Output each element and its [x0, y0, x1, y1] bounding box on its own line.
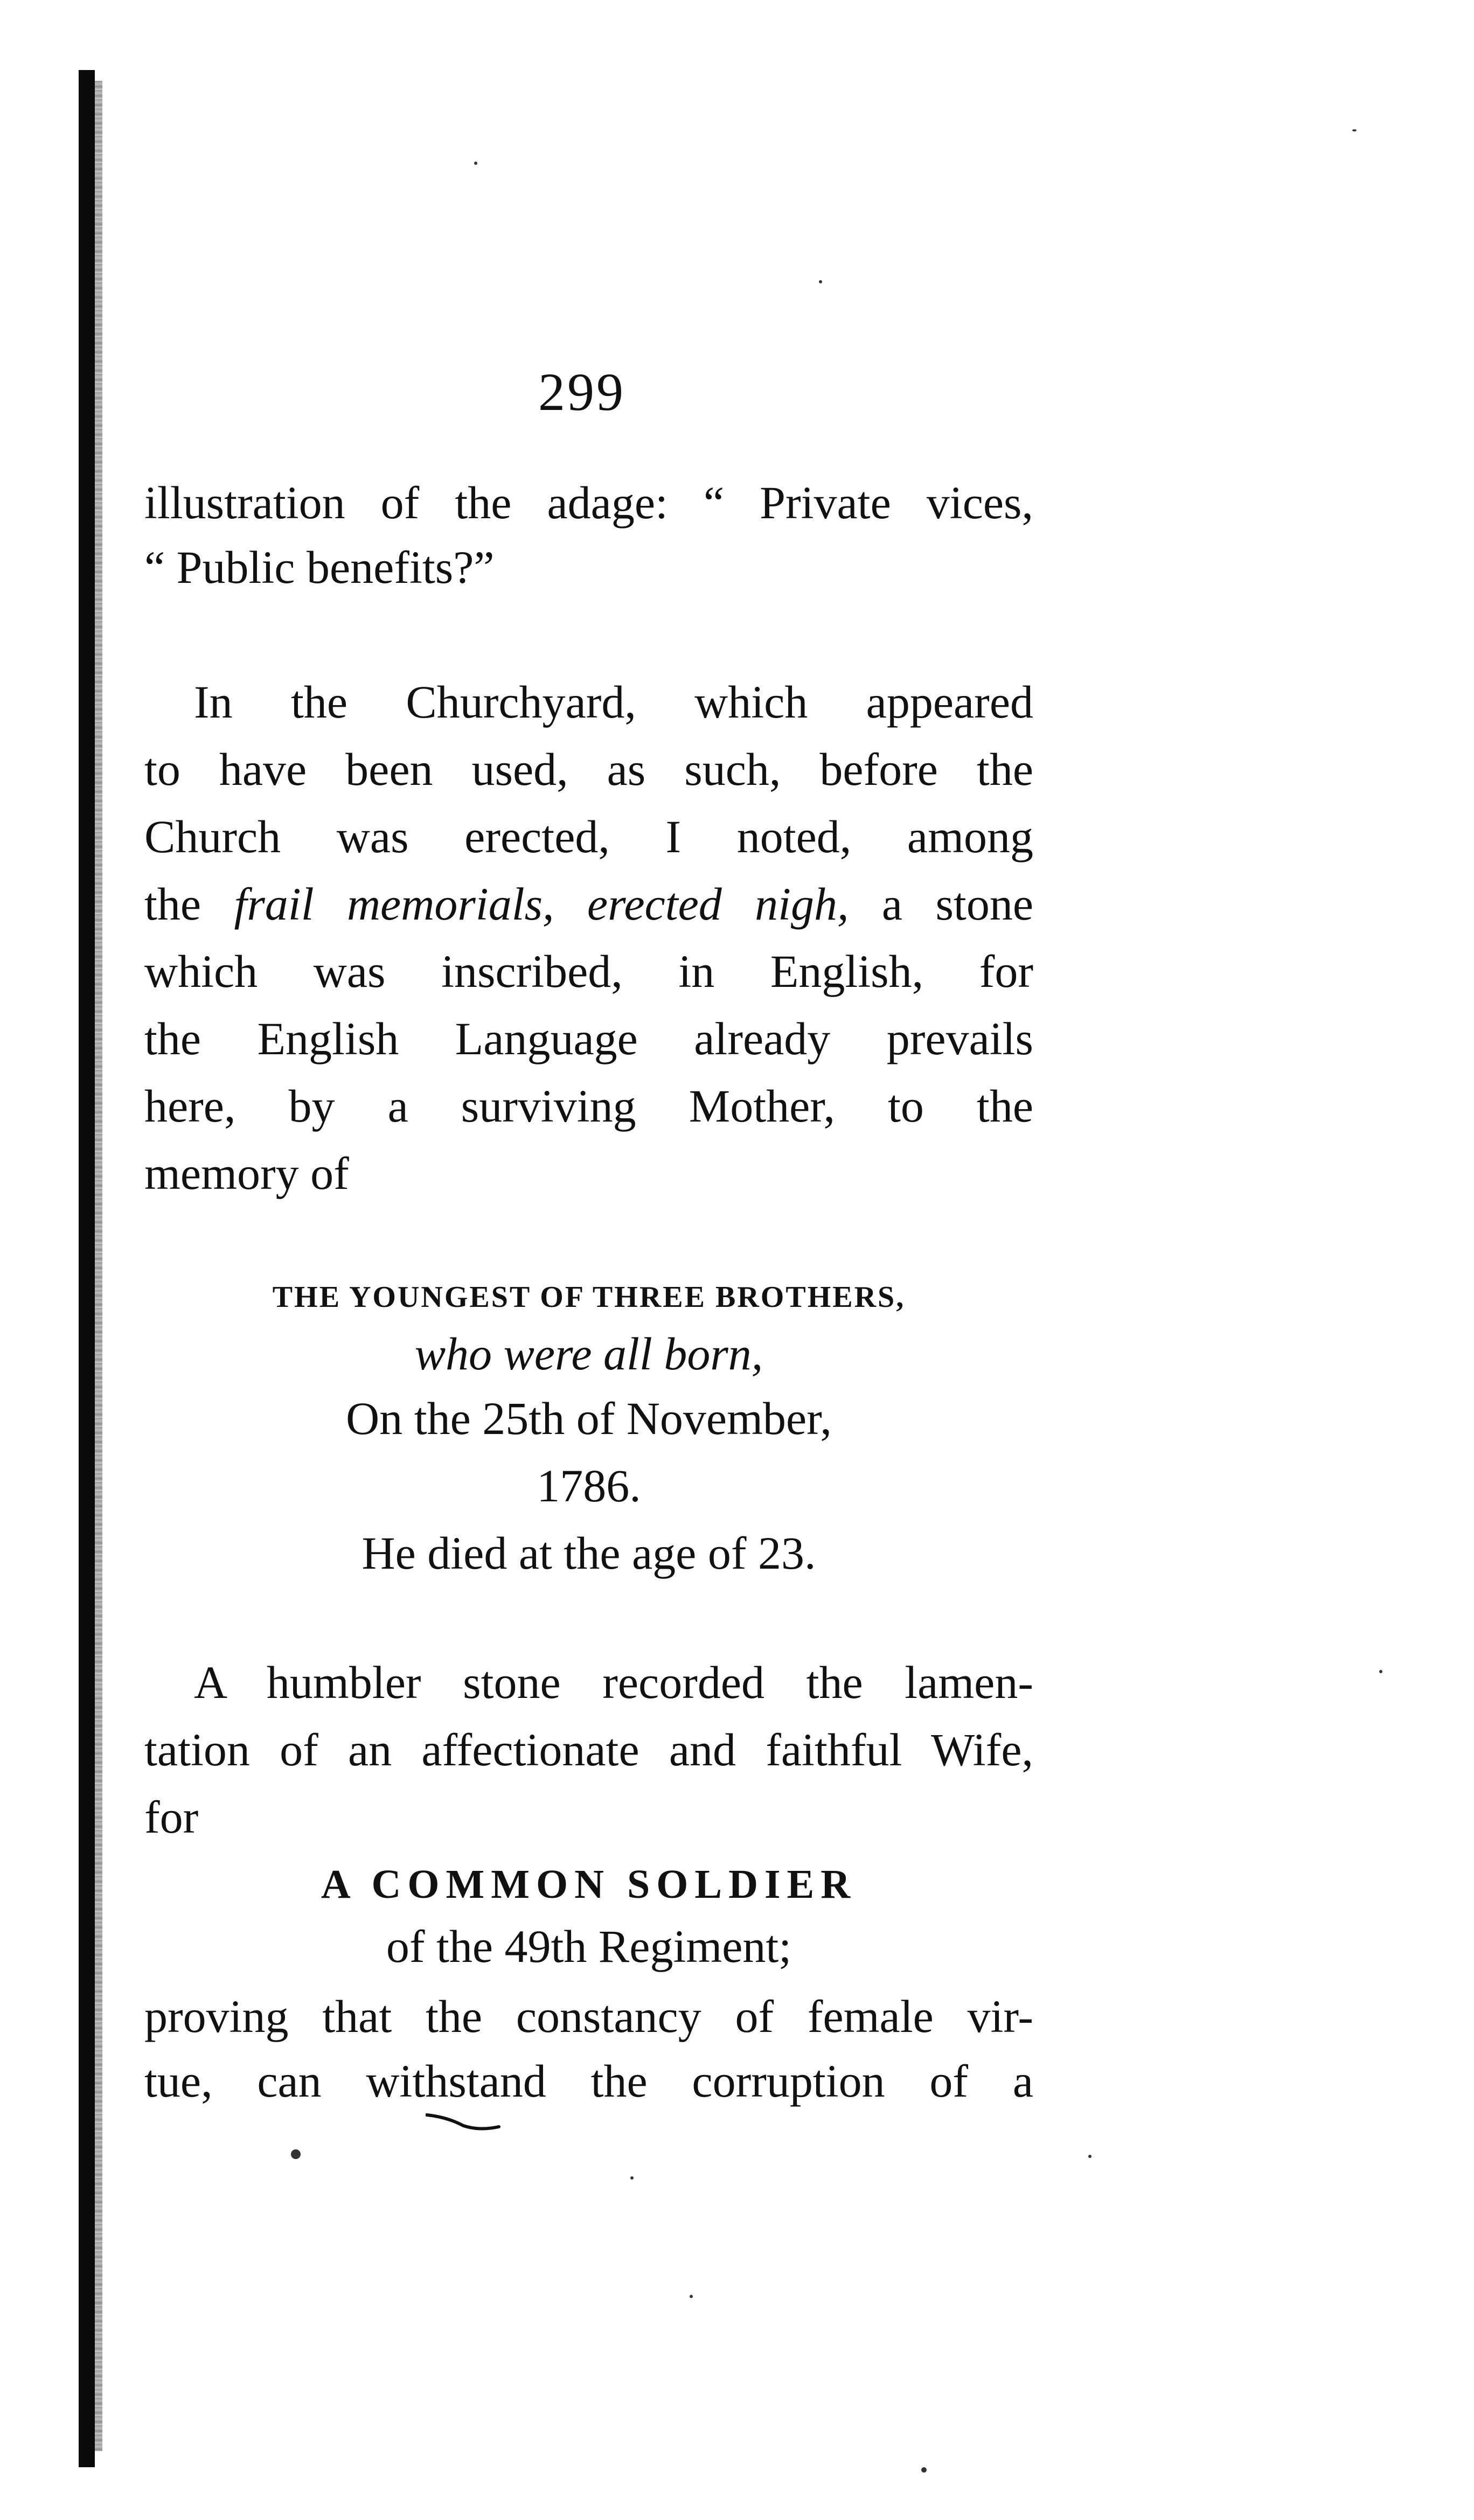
- paragraph-2-line-5: which was inscribed, in English, for: [144, 945, 1033, 997]
- scan-speck: [921, 2467, 927, 2473]
- scan-speck: [819, 280, 822, 283]
- paragraph-4-line-2: tue, can withstand the corruption of a: [144, 2055, 1033, 2107]
- paragraph-2-line-8: memory of: [144, 1147, 349, 1199]
- paragraph-2-line-7: here, by a surviving Mother, to the: [144, 1080, 1033, 1132]
- paragraph-1-line-2: “ Public benefits?”: [144, 541, 495, 593]
- scan-speck: [1352, 129, 1357, 131]
- binding-edge: [95, 81, 102, 2451]
- paragraph-3-line-1: A humbler stone recorded the lamen-: [194, 1656, 1033, 1708]
- epitaph-heading: THE YOUNGEST OF THREE BROTHERS,: [272, 1280, 906, 1314]
- paragraph-2-line-4: [144, 878, 1033, 930]
- epitaph-line-3: On the 25th of November,: [346, 1393, 832, 1444]
- paragraph-4-line-1: proving that the constancy of female vir-: [144, 1990, 1033, 2042]
- line-4-suffix: a stone: [849, 878, 1033, 930]
- scan-speck: [690, 2295, 693, 2298]
- epitaph-year: 1786.: [537, 1460, 641, 1512]
- scan-speck: [1088, 2155, 1091, 2158]
- line-4-prefix: the: [144, 878, 234, 930]
- soldier-heading: A COMMON SOLDIER: [321, 1862, 857, 1907]
- epitaph-line-2: who were all born,: [414, 1328, 763, 1380]
- scan-speck: [474, 162, 477, 165]
- paragraph-2-line-1: In the Churchyard, which appeared: [194, 676, 1033, 728]
- scan-speck: [1379, 1670, 1382, 1673]
- scan-speck: [291, 2149, 301, 2159]
- paragraph-2-line-2: to have been used, as such, before the: [144, 743, 1033, 795]
- ink-stroke-mark: [426, 2112, 501, 2133]
- paragraph-2-line-3: Church was erected, I noted, among: [144, 811, 1033, 862]
- paragraph-3-line-2: tation of an affectionate and faithful Wife,: [144, 1724, 1033, 1776]
- binding-spine: [79, 70, 95, 2467]
- line-4-italic-phrase: frail memorials, erected nigh,: [234, 878, 849, 930]
- scan-speck: [630, 2176, 634, 2180]
- soldier-regiment: of the 49th Regiment;: [386, 1920, 792, 1972]
- page-number: 299: [538, 362, 625, 422]
- paragraph-1-line-1: illustration of the adage: “ Private vices,: [144, 477, 1033, 528]
- epitaph-line-5: He died at the age of 23.: [361, 1527, 816, 1579]
- paragraph-2-line-6: the English Language already prevails: [144, 1013, 1033, 1064]
- paragraph-3-line-3: for: [144, 1791, 199, 1843]
